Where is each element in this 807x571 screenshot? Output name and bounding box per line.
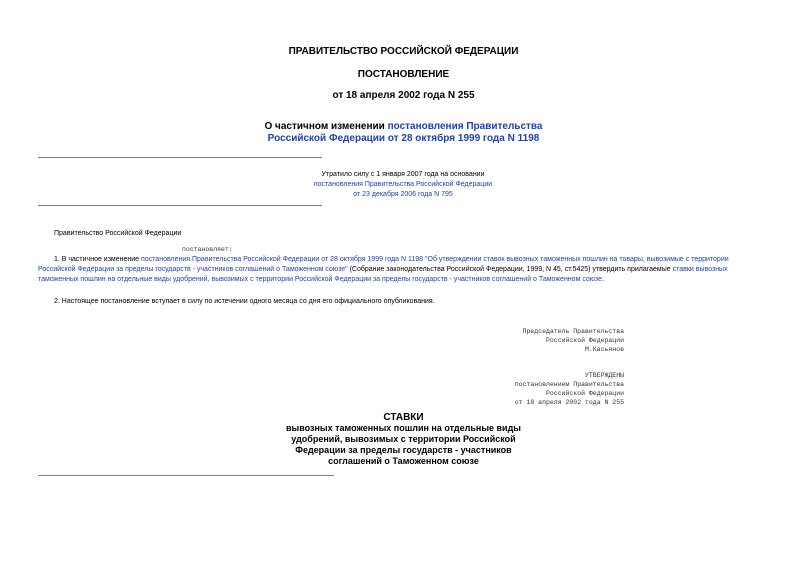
divider-after-note <box>38 205 322 206</box>
decree-word: постановляет: <box>182 246 233 253</box>
rates-title-line1: СТАВКИ <box>383 412 424 423</box>
approval-line2: постановлением Правительства <box>514 381 624 388</box>
approval-line4: от 18 апреля 2002 года N 255 <box>514 399 624 406</box>
p1-end: . <box>602 276 605 283</box>
paragraph-1 <box>38 255 778 285</box>
doc-type-heading: ПОСТАНОВЛЕНИЕ <box>357 69 450 80</box>
divider-bottom <box>38 475 334 476</box>
signature-line1: Председатель Правительства <box>522 328 624 335</box>
expiry-note-link-line2[interactable]: постановления Правительства Российской Федерации <box>313 181 493 188</box>
expiry-note-link-line3[interactable]: от 23 декабря 2006 года N 795 <box>353 191 453 198</box>
p1-middle: (Собрание законодательства Российской Федерации, 1999, N 45, ст.5425) утвердить прилагаемые <box>347 266 673 273</box>
subject-link-line1[interactable]: постановления Правительства <box>387 121 543 132</box>
paragraph-2: 2. Настоящее постановление вступает в силу по истечении одного месяца со дня его официального опубликования. <box>54 298 435 305</box>
subject-prefix: О частичном изменении <box>264 121 388 132</box>
signature-line2: Российской Федерации <box>545 337 624 344</box>
approval-line3: Российской Федерации <box>545 390 624 397</box>
rates-title-line3: удобрений, вывозимых с территории Российской <box>291 434 516 444</box>
date-number-heading: от 18 апреля 2002 года N 255 <box>332 90 475 101</box>
expiry-note <box>248 170 558 200</box>
p1-link-decree-part2[interactable]: Российской Федерации за пределы государств - участников соглашений о Таможенном союзе" <box>38 266 348 273</box>
p1-link-decree-part1[interactable]: постановления Правительства Российской Федерации от 28 октября 1999 года N 1198 "Об утверждении ставок вывозных таможенных пошлин на товары, вывозимые с территории <box>141 256 729 263</box>
p1-start: 1. В частичное изменение <box>54 256 141 263</box>
p1-link-rates-part1[interactable]: ставки вывозных <box>672 266 728 273</box>
signature-block <box>480 327 624 354</box>
approval-line1: УТВЕРЖДЕНЫ <box>584 372 624 379</box>
approval-block <box>480 371 624 407</box>
document-subject <box>0 121 807 145</box>
rates-title-line2: вывозных таможенных пошлин на отдельные виды <box>286 423 521 433</box>
subject-link-line2[interactable]: Российской Федерации от 28 октября 1999 года N 1198 <box>267 133 540 144</box>
rates-title-line4: Федерации за пределы государств - участников <box>295 445 512 455</box>
org-heading: ПРАВИТЕЛЬСТВО РОССИЙСКОЙ ФЕДЕРАЦИИ <box>288 46 519 57</box>
divider-top <box>38 157 322 158</box>
rates-title-line5: соглашений о Таможенном союзе <box>328 456 479 466</box>
rates-title <box>0 412 807 467</box>
signature-line3: М.Касьянов <box>584 346 624 353</box>
intro-text: Правительство Российской Федерации <box>54 230 182 237</box>
expiry-note-line1: Утратило силу с 1 января 2007 года на основании <box>321 171 485 178</box>
p1-link-rates-part2[interactable]: таможенных пошлин на отдельные виды удобрений, вывозимых с территории Российской Федерации за пределы государств - участников соглашений о Таможенном союзе <box>38 276 603 283</box>
